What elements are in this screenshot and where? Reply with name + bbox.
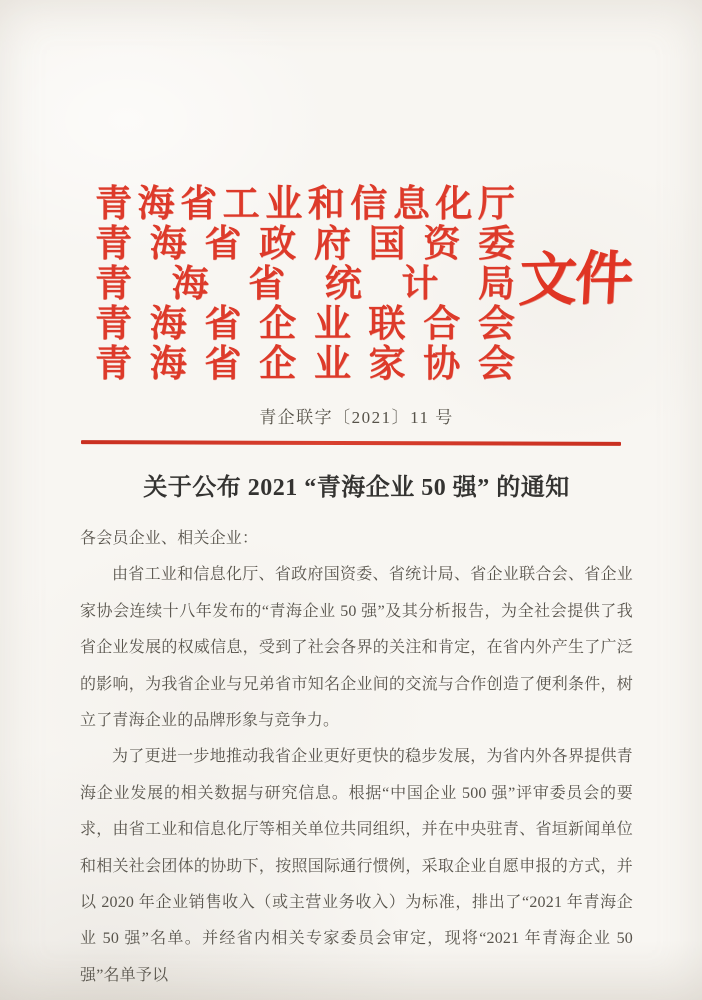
salutation-line: 各会员企业、相关企业：	[80, 530, 259, 547]
letterhead-agency-lines	[95, 185, 515, 385]
body-paragraph: 由省工业和信息化厅、省政府国资委、省统计局、省企业联合会、省企业家协会连续十八年发布的“青海企业 50 强”及其分析报告，为全社会提供了我省企业发展的权威信息，受到了社会各界的关注和肯定，在省内外产生了广泛的影响，为我省企业与兄弟省市知名企业间的交流与合作创造了便利条件，树立了青海企业的品牌形象与竞争力。	[80, 566, 633, 730]
agency-line: 青 海 省 政 府 国 资 委	[95, 224, 515, 265]
letterhead-doc-label: 文件	[517, 246, 633, 313]
body-paragraph: 为了更进一步地推动我省企业更好更快的稳步发展，为省内外各界提供青海企业发展的相关数据与研究信息。根据“中国企业 500 强”评审委员会的要求，由省工业和信息化厅等相关单位共同组织，并在中央驻青、省垣新闻单位和相关社会团体的协助下，按照国际通行惯例，采取企业自愿申报的方式，并以 2020 年企业销售收入（或主营业务收入）为标准，排出了“2021 年青海企业 50 强”名单。并经省内相关专家委员会审定，现将“2021 年青海企业 50 强”名单予以	[80, 748, 633, 984]
agency-line: 青 海 省 工 业 和 信 息 化 厅	[95, 184, 515, 225]
agency-line: 青 海 省 企 业 联 合 会	[95, 304, 515, 345]
notice-title: 关于公布 2021 “青海企业 50 强” 的通知	[143, 475, 570, 501]
agency-line: 青 海 省 统 计 局	[95, 264, 515, 305]
document-number: 青企联字〔2021〕11 号	[259, 408, 454, 427]
letterhead-divider-rule	[81, 440, 621, 446]
agency-line: 青 海 省 企 业 家 协 会	[95, 344, 515, 385]
notice-body	[80, 521, 633, 994]
